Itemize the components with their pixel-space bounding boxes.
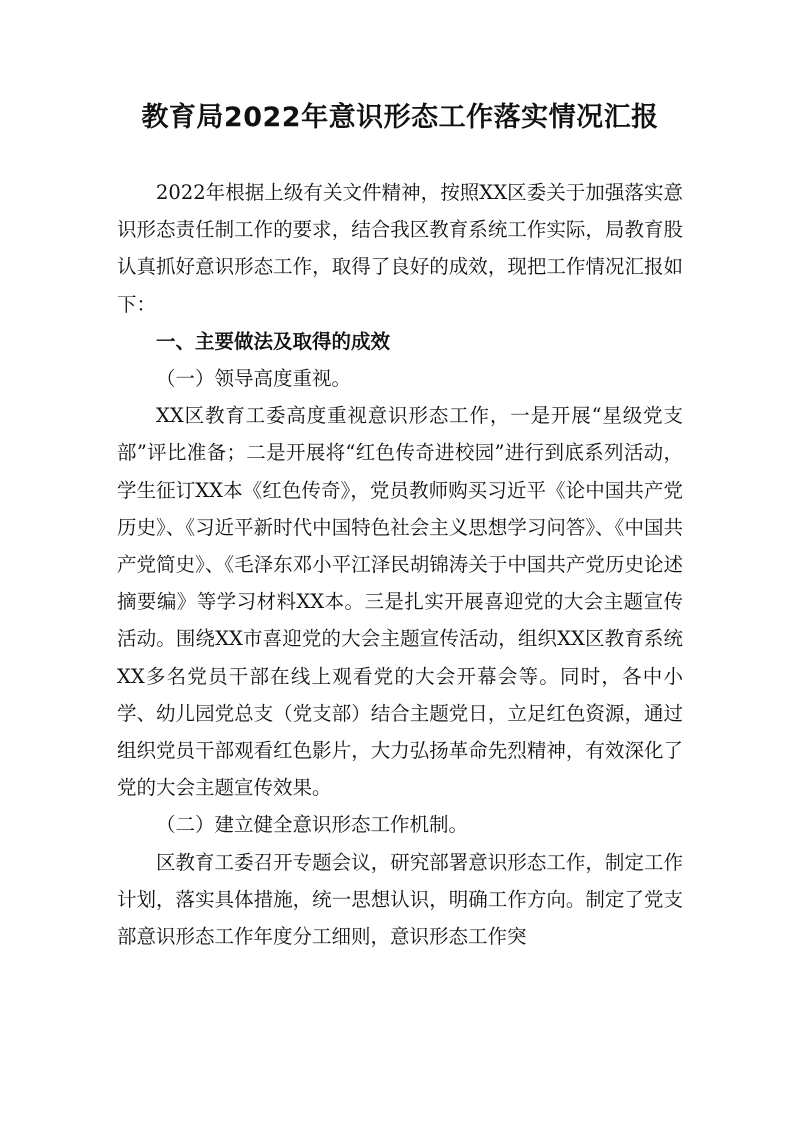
section-heading: 一、主要做法及取得的成效 [156,329,391,353]
subsection-paragraph: 区教育工委召开专题会议，研究部署意识形态工作，制定工作计划，落实具体措施，统一思想认识，明确工作方向。制定了党支部意识形态工作年度分工细则，意识形态工作突 [117,850,683,949]
document-title: 教育局2022年意识形态工作落实情况汇报 [141,102,659,133]
intro-paragraph: 2022年根据上级有关文件精神，按照XX区委关于加强落实意识形态责任制工作的要求，结合我区教育系统工作实际，局教育股认真抓好意识形态工作，取得了良好的成效，现把工作情况汇报如下： [117,181,683,316]
subsection-paragraph: XX区教育工委高度重视意识形态工作，一是开展“星级党支部”评比准备；二是开展将“红色传奇进校园”进行到底系列活动，学生征订XX本《红色传奇》，党员教师购买习近平《论中国共产党历史》、《习近平新时代中国特色社会主义思想学习问答》、《中国共产党简史》、《毛泽东邓小平江泽民胡锦涛关于中国共产党历史论述摘要编》等学习材料XX本。三是扎实开展喜迎党的大会主题宣传活动。围绕XX市喜迎党的大会主题宣传活动，组织XX区教育系统XX多名党员干部在线上观看党的大会开幕会等。同时，各中小学、幼儿园党总支（党支部）结合主题党日，立足红色资源，通过组织党员干部观看红色影片，大力弘扬革命先烈精神，有效深化了党的大会主题宣传效果。 [117,404,683,800]
subsection-heading: （一）领导高度重视。 [156,367,352,391]
subsection-heading: （二）建立健全意识形态工作机制。 [156,813,469,837]
document-body [117,174,683,955]
